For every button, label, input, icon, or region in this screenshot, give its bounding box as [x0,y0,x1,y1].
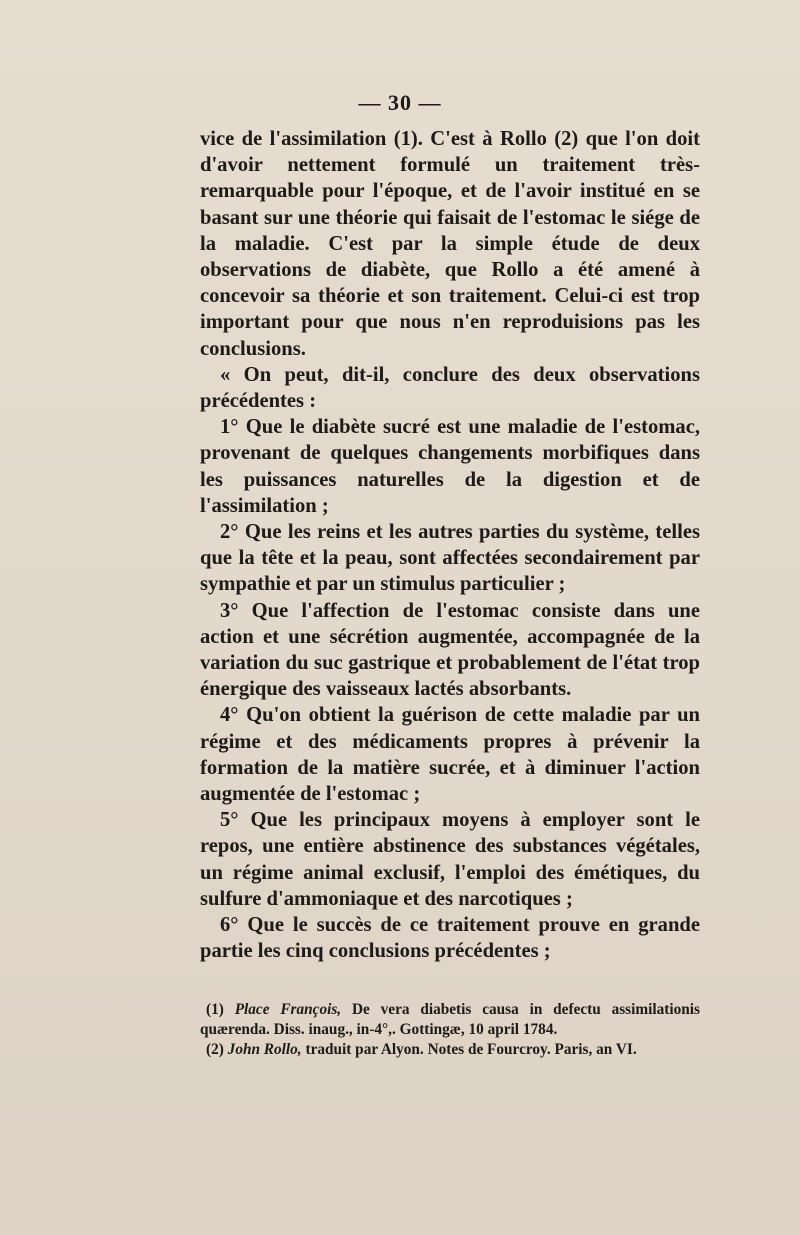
conclusion-2: 2° Que les reins et les autres parties du système, telles que la tête et la peau, sont affectées secondairement par sympathie et par un stimulus particulier ; [200,521,700,596]
conclusion-4: 4° Qu'on obtient la guérison de cette maladie par un régime et des médicaments propres à prévenir la formation de la matière sucrée, et à diminuer l'action augmentée de l'estomac ; [200,704,700,806]
conclusion-6: 6° Que le succès de ce traitement prouve en grande partie les cinq conclusions précédentes ; [200,914,700,963]
footnotes [200,1000,700,1060]
footnote-mark: (1) [206,1001,224,1018]
conclusion-5: 5° Que les principaux moyens à employer sont le repos, une entière abstinence des substances végétales, un régime animal exclusif, l'emploi des émétiques, du sulfure d'ammoniaque et des narcotiques ; [200,809,700,910]
footnote-text: traduit par Alyon. Notes de Fourcroy. Paris, an VI. [305,1041,637,1058]
footnote-author: Place François, [234,1001,342,1018]
footnote-1 [200,1000,700,1040]
main-text [200,126,700,965]
footnote-2 [200,1040,700,1060]
footnote-text: De vera diabetis causa in defectu assimilationis quærenda. Diss. inaug., in-4°,. Gottingæ, 10 april 1784. [200,1001,700,1038]
paragraph-quote-intro: « On peut, dit-il, conclure des deux observations précédentes : [200,363,700,413]
footnote-mark: (2) [206,1041,224,1058]
conclusion-1: 1° Que le diabète sucré est une maladie de l'estomac, provenant de quelques changements morbifiques dans les puissances naturelles de la digestion et de l'assimilation ; [200,416,700,517]
conclusion-3: 3° Que l'affection de l'estomac consiste dans une action et une sécrétion augmentée, accompagnée de la variation du suc gastrique et probablement de l'état trop énergique des vaisseaux lactés absorbants. [200,599,700,701]
footnote-author: John Rollo, [227,1041,302,1058]
paragraph-intro: vice de l'assimilation (1). C'est à Rollo (2) que l'on doit d'avoir nettement formulé un traitement très-remarquable pour l'époque, et de l'avoir institué en se basant sur une théorie qui faisait de l'estomac le siége de la maladie. C'est par la simple étude de deux observations de diabète, que Rollo a été amené à concevoir sa théorie et son traitement. Celui-ci est trop important pour que nous n'en reproduisions pas les conclusions. [200,128,700,360]
page-number: — 30 — [358,90,442,115]
